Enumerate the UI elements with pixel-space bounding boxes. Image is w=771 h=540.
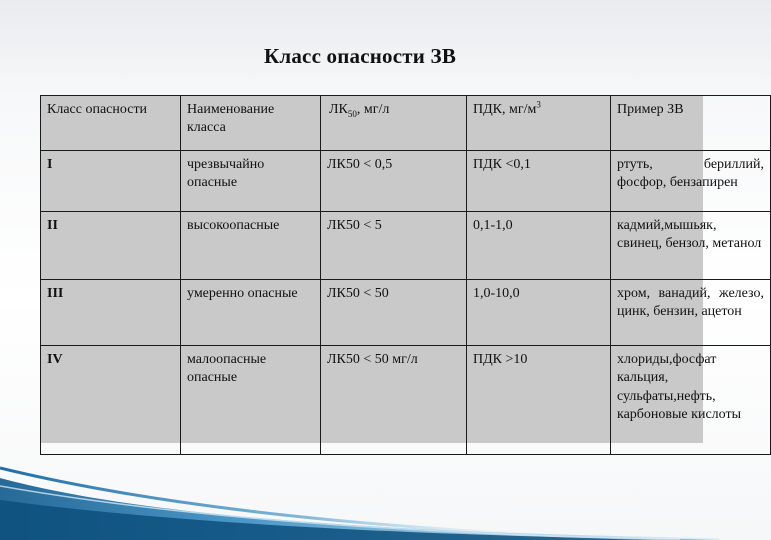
table-row	[41, 346, 771, 455]
header-class-name: Наименование класса	[181, 96, 321, 151]
header-pdk	[467, 96, 611, 151]
cell-class-name: высокоопасные	[181, 212, 321, 280]
header-lk50	[321, 96, 467, 151]
table-header-row	[41, 96, 771, 151]
header-lk50-unit: , мг/л	[356, 102, 390, 117]
cell-pdk: ПДК <0,1	[467, 151, 611, 212]
cell-pdk: ПДК >10	[467, 346, 611, 455]
hazard-class-table	[40, 95, 764, 443]
cell-example: хром, ванадий, железо, цинк, бензин, ацетон	[611, 280, 771, 346]
header-example: Пример ЗВ	[611, 96, 771, 151]
cell-hazard-class: II	[41, 212, 181, 280]
cell-example: кадмий,мышьяк, свинец, бензол, метанол	[611, 212, 771, 280]
table-row	[41, 212, 771, 280]
decorative-wave	[0, 450, 720, 540]
header-lk50-main: ЛК	[329, 102, 348, 117]
table-row	[41, 151, 771, 212]
cell-hazard-class: III	[41, 280, 181, 346]
header-pdk-superscript: 3	[536, 99, 541, 110]
cell-pdk: 1,0-10,0	[467, 280, 611, 346]
slide-title: Класс опасности ЗВ	[263, 44, 457, 68]
cell-hazard-class: IV	[41, 346, 181, 455]
cell-class-name: малоопасные опасные	[181, 346, 321, 455]
cell-hazard-class: I	[41, 151, 181, 212]
header-pdk-main: ПДК, мг/м	[473, 102, 537, 117]
header-lk50-subscript: 50	[347, 108, 357, 119]
cell-example: ртуть, бериллий, фосфор, бензапирен	[611, 151, 771, 212]
cell-lk50: ЛК50 < 50	[321, 280, 467, 346]
cell-pdk: 0,1-1,0	[467, 212, 611, 280]
cell-lk50: ЛК50 < 0,5	[321, 151, 467, 212]
cell-lk50: ЛК50 < 5	[321, 212, 467, 280]
cell-class-name: умеренно опасные	[181, 280, 321, 346]
header-hazard-class: Класс опасности	[41, 96, 181, 151]
table-row	[41, 280, 771, 346]
cell-class-name: чрезвычайно опасные	[181, 151, 321, 212]
cell-lk50: ЛК50 < 50 мг/л	[321, 346, 467, 455]
cell-example: хлориды,фосфат кальция, сульфаты,нефть, карбоновые кислоты	[611, 346, 771, 455]
